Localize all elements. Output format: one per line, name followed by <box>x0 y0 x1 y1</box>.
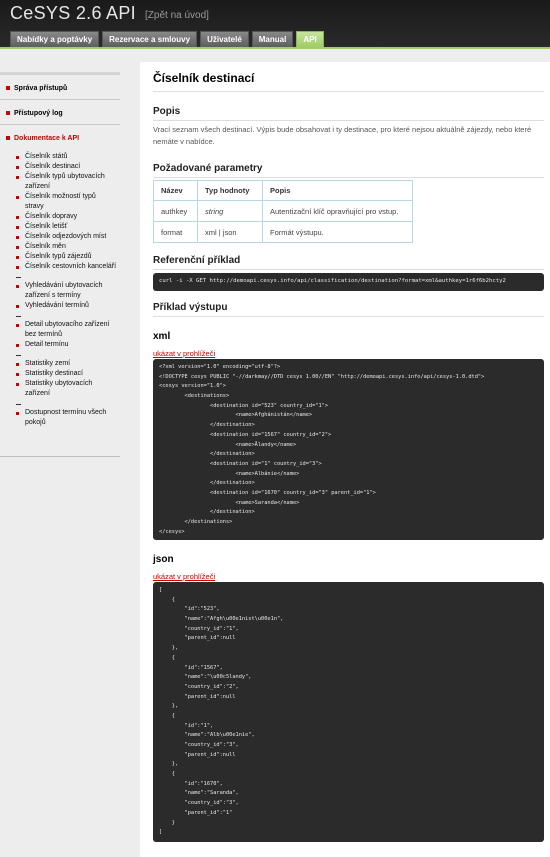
xml-show-in-browser-link[interactable]: ukázat v prohlížeči <box>153 349 216 358</box>
xml-heading: xml <box>153 331 171 342</box>
sidebar-subitem[interactable]: Vyhledávání ubytovacích <box>0 281 120 291</box>
xml-code-line: </destination> <box>159 422 255 429</box>
xml-code-line: </destinations> <box>159 519 233 525</box>
table-cell: Formát výstupu. <box>263 222 413 243</box>
xml-code-line: <name>Afghánistán</name> <box>159 412 313 419</box>
xml-code-line: </destination> <box>159 480 255 487</box>
json-code-line: ] <box>159 829 163 836</box>
xml-code-line: <destinations> <box>159 393 230 400</box>
table-cell: xml | json <box>198 222 263 243</box>
brand-title: CeSYS 2.6 API <box>10 3 136 23</box>
json-code-line: "id":"1567", <box>159 664 223 671</box>
xml-code-line: <?xml version="1.0" encoding="utf-8"?> <box>159 364 281 370</box>
page-title: Číselník destinací <box>153 71 255 85</box>
sidebar-subitem[interactable]: Detail ubytovacího zařízení <box>0 320 120 330</box>
json-code-line: }, <box>159 761 179 768</box>
sidebar-subitem[interactable]: Číselník letišť <box>0 222 120 232</box>
back-to-home-link[interactable]: [Zpět na úvod] <box>145 10 209 21</box>
sidebar-subitem[interactable]: zařízení <box>25 183 50 190</box>
tab-reservations[interactable]: Rezervace a smlouvy <box>102 31 197 47</box>
main-nav-tabs <box>10 31 324 47</box>
column-header: Název <box>154 181 198 201</box>
table-cell: Autentizační klíč opravňující pro vstup. <box>263 201 413 222</box>
json-code-line: "id":"523", <box>159 606 220 613</box>
sidebar-separator <box>0 350 120 359</box>
xml-code-line: <cesys version="1.0"> <box>159 383 226 390</box>
sidebar <box>0 72 120 457</box>
sidebar-separator <box>0 272 120 281</box>
json-code-line: "id":"1670", <box>159 780 223 787</box>
json-code-block <box>153 582 544 842</box>
xml-code-block <box>153 359 544 540</box>
xml-code-line: <name>Ålandy</name> <box>159 441 297 448</box>
bullet-icon <box>6 136 10 140</box>
bullet-icon <box>6 86 10 90</box>
sidebar-item-label: Dokumentace k API <box>14 135 80 142</box>
tab-manual[interactable]: Manual <box>252 31 294 47</box>
sidebar-item-label: Přístupový log <box>14 110 63 117</box>
xml-code-line: </destination> <box>159 451 255 458</box>
sidebar-subitem[interactable]: zařízení <box>25 390 50 397</box>
xml-code-line: <!DOCTYPE cesys PUBLIC "-//darkmay//DTD cesys 1.00//EN" "http://demoapi.cesys.info/api/cesys-1.0.dtd"> <box>159 373 485 380</box>
app-header <box>0 0 550 49</box>
sidebar-subitem[interactable]: Dostupnost termínu všech <box>0 408 120 418</box>
divider <box>153 91 544 92</box>
json-code-line: "name":"Saranda", <box>159 790 239 797</box>
sidebar-item-access-management[interactable] <box>0 82 120 100</box>
reference-code-block: curl -i -X GET http://demoapi.cesys.info/api/classification/destination?format=xml&authkey=1r6f6b2hcty2 <box>153 273 544 291</box>
sidebar-sublist <box>0 152 120 428</box>
json-code-line: "parent_id":"1" <box>159 809 233 816</box>
sidebar-subitem[interactable]: Číselník odjezdových míst <box>0 232 120 242</box>
json-code-line: }, <box>159 703 179 710</box>
json-code-line: "country_id":"1", <box>159 625 239 632</box>
tab-api[interactable]: API <box>296 31 323 47</box>
divider <box>153 120 544 121</box>
table-header-row <box>154 181 413 201</box>
sidebar-subitem[interactable]: Statistiky destinací <box>0 369 120 379</box>
tab-offers[interactable]: Nabídky a poptávky <box>10 31 99 47</box>
json-show-in-browser-link[interactable]: ukázat v prohlížeči <box>153 572 216 581</box>
sidebar-subitem[interactable]: Vyhledávání termínů <box>0 301 120 311</box>
params-table <box>153 180 413 243</box>
column-header: Popis <box>263 181 413 201</box>
xml-code-line: <name>Saranda</name> <box>159 499 300 506</box>
json-code-line: { <box>159 654 175 661</box>
table-cell: authkey <box>154 201 198 222</box>
sidebar-subitem[interactable]: Statistiky zemí <box>0 359 120 369</box>
json-code-line: "id":"1", <box>159 722 214 729</box>
json-code-line: "country_id":"3", <box>159 742 239 748</box>
xml-code-line: <destination id="523" country_id="1"> <box>159 402 329 409</box>
json-heading: json <box>153 554 174 565</box>
section-heading-output: Příklad výstupu <box>153 302 228 313</box>
xml-code-line: <destination id="1567" country_id="2"> <box>159 431 332 438</box>
accent-bar <box>0 47 550 49</box>
sidebar-item-access-log[interactable] <box>0 107 120 125</box>
json-code-line: { <box>159 712 175 719</box>
json-code-line: } <box>159 819 175 826</box>
json-code-line: }, <box>159 645 179 652</box>
json-code-line: "name":"Alb\u00e1nie", <box>159 732 255 739</box>
column-header: Typ hodnoty <box>198 181 263 201</box>
sidebar-subitem[interactable]: bez termínů <box>25 331 62 338</box>
divider <box>153 269 544 270</box>
xml-code-line: <destination id="1" country_id="3"> <box>159 460 322 467</box>
section-heading-popis: Popis <box>153 106 181 117</box>
json-code-line: "country_id":"3", <box>159 800 239 807</box>
sidebar-subitem[interactable]: Statistiky ubytovacích <box>0 379 120 389</box>
sidebar-subitem[interactable]: Detail termínu <box>0 340 120 350</box>
json-code-line: "name":"\u00c5landy", <box>159 674 252 681</box>
sidebar-subitem[interactable]: Číselník států <box>0 152 120 162</box>
divider <box>153 316 544 317</box>
sidebar-subitem[interactable]: pokojů <box>25 419 46 426</box>
json-code-line: "parent_id":null <box>159 693 236 700</box>
json-code-line: [ <box>159 587 163 593</box>
sidebar-subitem[interactable]: Číselník možností typů <box>0 192 120 202</box>
json-code-line: { <box>159 596 175 603</box>
table-cell: string <box>198 201 263 222</box>
table-cell: format <box>154 222 198 243</box>
sidebar-divider <box>0 456 120 457</box>
xml-code-line: <destination id="1670" country_id="3" parent_id="1"> <box>159 489 376 496</box>
sidebar-item-label: Správa přístupů <box>14 85 68 92</box>
sidebar-subitem[interactable]: zařízení s termíny <box>25 292 81 299</box>
sidebar-divider <box>0 72 120 75</box>
json-code-line: { <box>159 771 175 778</box>
table-row <box>154 201 413 222</box>
sidebar-subitem[interactable]: Číselník cestovních kanceláří <box>0 262 120 272</box>
sidebar-separator <box>0 399 120 408</box>
sidebar-subitem[interactable]: stravy <box>25 203 44 210</box>
sidebar-item-api-docs[interactable] <box>0 132 120 149</box>
section-heading-params: Požadované parametry <box>153 163 263 174</box>
json-code-line: "parent_id":null <box>159 635 236 642</box>
sidebar-subitem[interactable]: Číselník měn <box>0 242 120 252</box>
xml-code-line: </cesys> <box>159 528 185 535</box>
sidebar-subitem[interactable]: Číselník destinací <box>0 162 120 172</box>
json-code-line: "name":"Afgh\u00e1nist\u00e1n", <box>159 616 284 623</box>
section-heading-reference: Referenční příklad <box>153 255 241 266</box>
xml-code-line: </destination> <box>159 509 255 516</box>
divider <box>153 177 544 178</box>
tab-users[interactable]: Uživatelé <box>200 31 249 47</box>
json-code-line: "country_id":"2", <box>159 683 239 690</box>
sidebar-subitem[interactable]: Číselník dopravy <box>0 212 120 222</box>
sidebar-subitem[interactable]: Číselník typů ubytovacích <box>0 172 120 182</box>
xml-code-line: <name>Albánie</name> <box>159 470 300 477</box>
main-content <box>140 62 550 857</box>
json-code-line: "parent_id":null <box>159 751 236 758</box>
table-row <box>154 222 413 243</box>
sidebar-separator <box>0 311 120 320</box>
sidebar-subitem[interactable]: Číselník typů zájezdů <box>0 252 120 262</box>
description-text: Vrací seznam všech destinací. Výpis bude obsahovat i ty destinace, pro které nejsou aktuálně zájezdy, nebo které nemáte v nabídce. <box>153 125 532 146</box>
bullet-icon <box>6 111 10 115</box>
